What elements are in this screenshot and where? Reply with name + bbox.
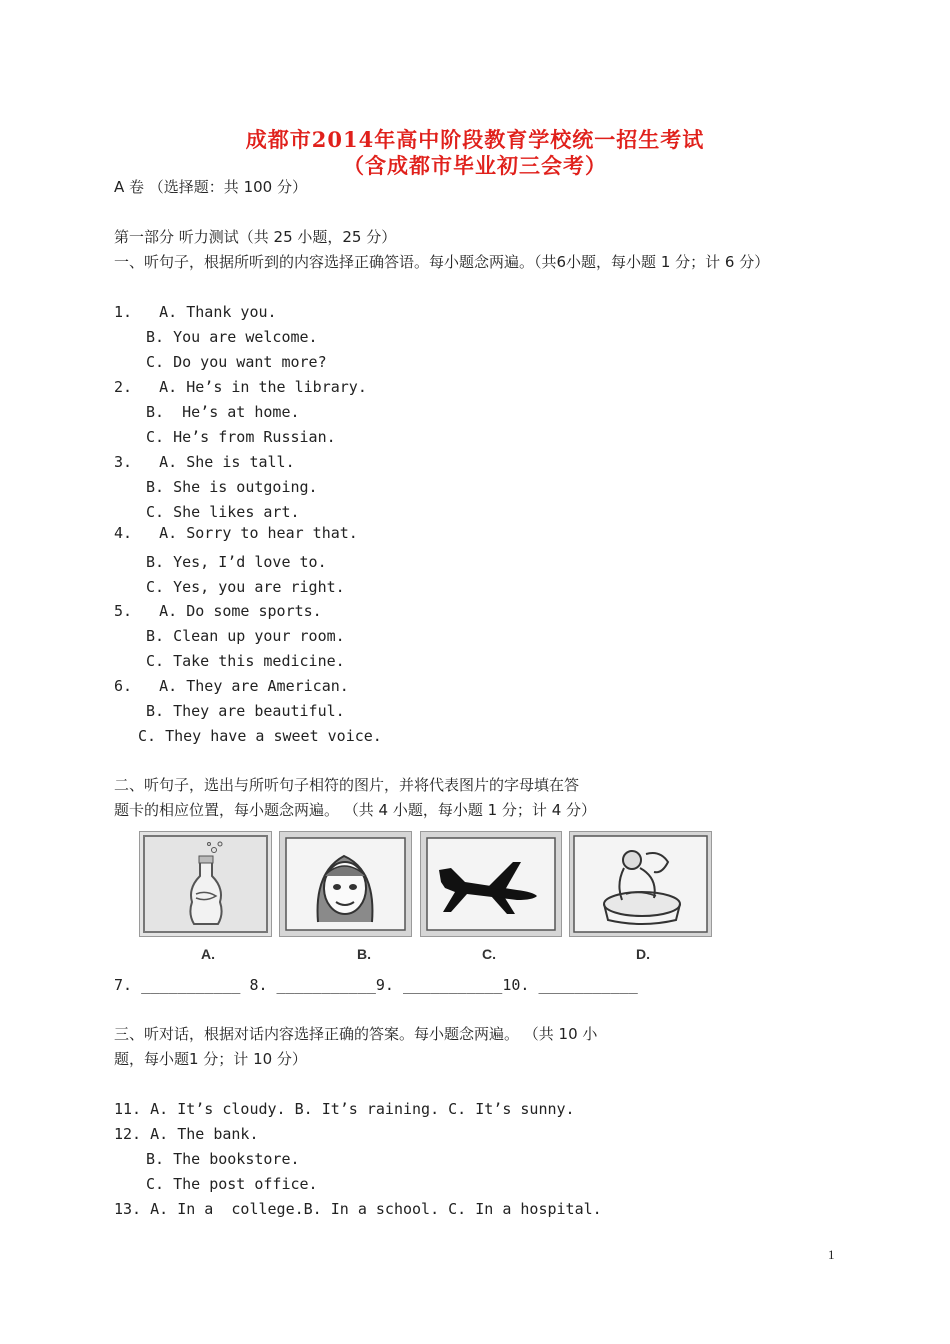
bottle-icon bbox=[139, 831, 272, 937]
section1-instructions: 一、听句子，根据所听到的内容选择正确答语。每小题念两遍。（共6小题，每小题 1 分；计 6 分） bbox=[114, 253, 770, 271]
question-11: 11. A. It’s cloudy. B. It’s raining. C. It’s sunny. bbox=[114, 1100, 575, 1118]
q1-option-a: 1. A. Thank you. bbox=[114, 303, 277, 321]
q3-option-b: B. She is outgoing. bbox=[146, 478, 318, 496]
picture-label-d: D. bbox=[636, 946, 650, 962]
page-number: 1 bbox=[828, 1247, 835, 1262]
q6-option-c: C. They have a sweet voice. bbox=[138, 727, 382, 745]
q12-option-c: C. The post office. bbox=[146, 1175, 318, 1193]
section3-instructions-line1: 三、听对话，根据对话内容选择正确的答案。每小题念两遍。 （共 10 小 bbox=[114, 1025, 598, 1043]
section2-instructions-line2: 题卡的相应位置，每小题念两遍。 （共 4 小题，每小题 1 分；计 4 分） bbox=[114, 801, 597, 819]
q5-option-a: 5. A. Do some sports. bbox=[114, 602, 322, 620]
q12-option-b: B. The bookstore. bbox=[146, 1150, 300, 1168]
person-bathing-icon bbox=[569, 831, 712, 937]
airplane-icon bbox=[420, 831, 562, 937]
volume-a-heading: A 卷 （选择题：共 100 分） bbox=[114, 178, 307, 196]
q4-option-a: 4. A. Sorry to hear that. bbox=[114, 524, 358, 542]
q4-option-c: C. Yes, you are right. bbox=[146, 578, 345, 596]
section3-instructions-line2: 题，每小题1 分；计 10 分） bbox=[114, 1050, 307, 1068]
q6-option-a: 6. A. They are American. bbox=[114, 677, 349, 695]
q1-option-b: B. You are welcome. bbox=[146, 328, 318, 346]
q3-option-c: C. She likes art. bbox=[146, 503, 300, 521]
picture-label-c: C. bbox=[482, 946, 496, 962]
q3-option-a: 3. A. She is tall. bbox=[114, 453, 295, 471]
q1-option-c: C. Do you want more? bbox=[146, 353, 327, 371]
picture-label-a: A. bbox=[201, 946, 215, 962]
q2-option-c: C. He’s from Russian. bbox=[146, 428, 336, 446]
q6-option-b: B. They are beautiful. bbox=[146, 702, 345, 720]
q2-option-b: B. He’s at home. bbox=[146, 403, 300, 421]
picture-label-b: B. bbox=[357, 946, 371, 962]
answer-blanks-7-10: 7. ___________ 8. ___________9. ___________10. ___________ bbox=[114, 976, 638, 994]
q2-option-a: 2. A. He’s in the library. bbox=[114, 378, 367, 396]
q5-option-b: B. Clean up your room. bbox=[146, 627, 345, 645]
q4-option-b: B. Yes, I’d love to. bbox=[146, 553, 327, 571]
question-13: 13. A. In a college.B. In a school. C. In a hospital. bbox=[114, 1200, 602, 1218]
q5-option-c: C. Take this medicine. bbox=[146, 652, 345, 670]
girl-face-icon bbox=[279, 831, 412, 937]
part1-heading: 第一部分 听力测试（共 25 小题，25 分） bbox=[114, 228, 397, 246]
q12-option-a: 12. A. The bank. bbox=[114, 1125, 259, 1143]
section2-instructions-line1: 二、听句子，选出与所听句子相符的图片，并将代表图片的字母填在答 bbox=[114, 776, 580, 794]
title-line-2: （含成都市毕业初三会考） bbox=[343, 153, 607, 178]
title-line-1: 成都市2014年高中阶段教育学校统一招生考试 bbox=[245, 127, 705, 152]
